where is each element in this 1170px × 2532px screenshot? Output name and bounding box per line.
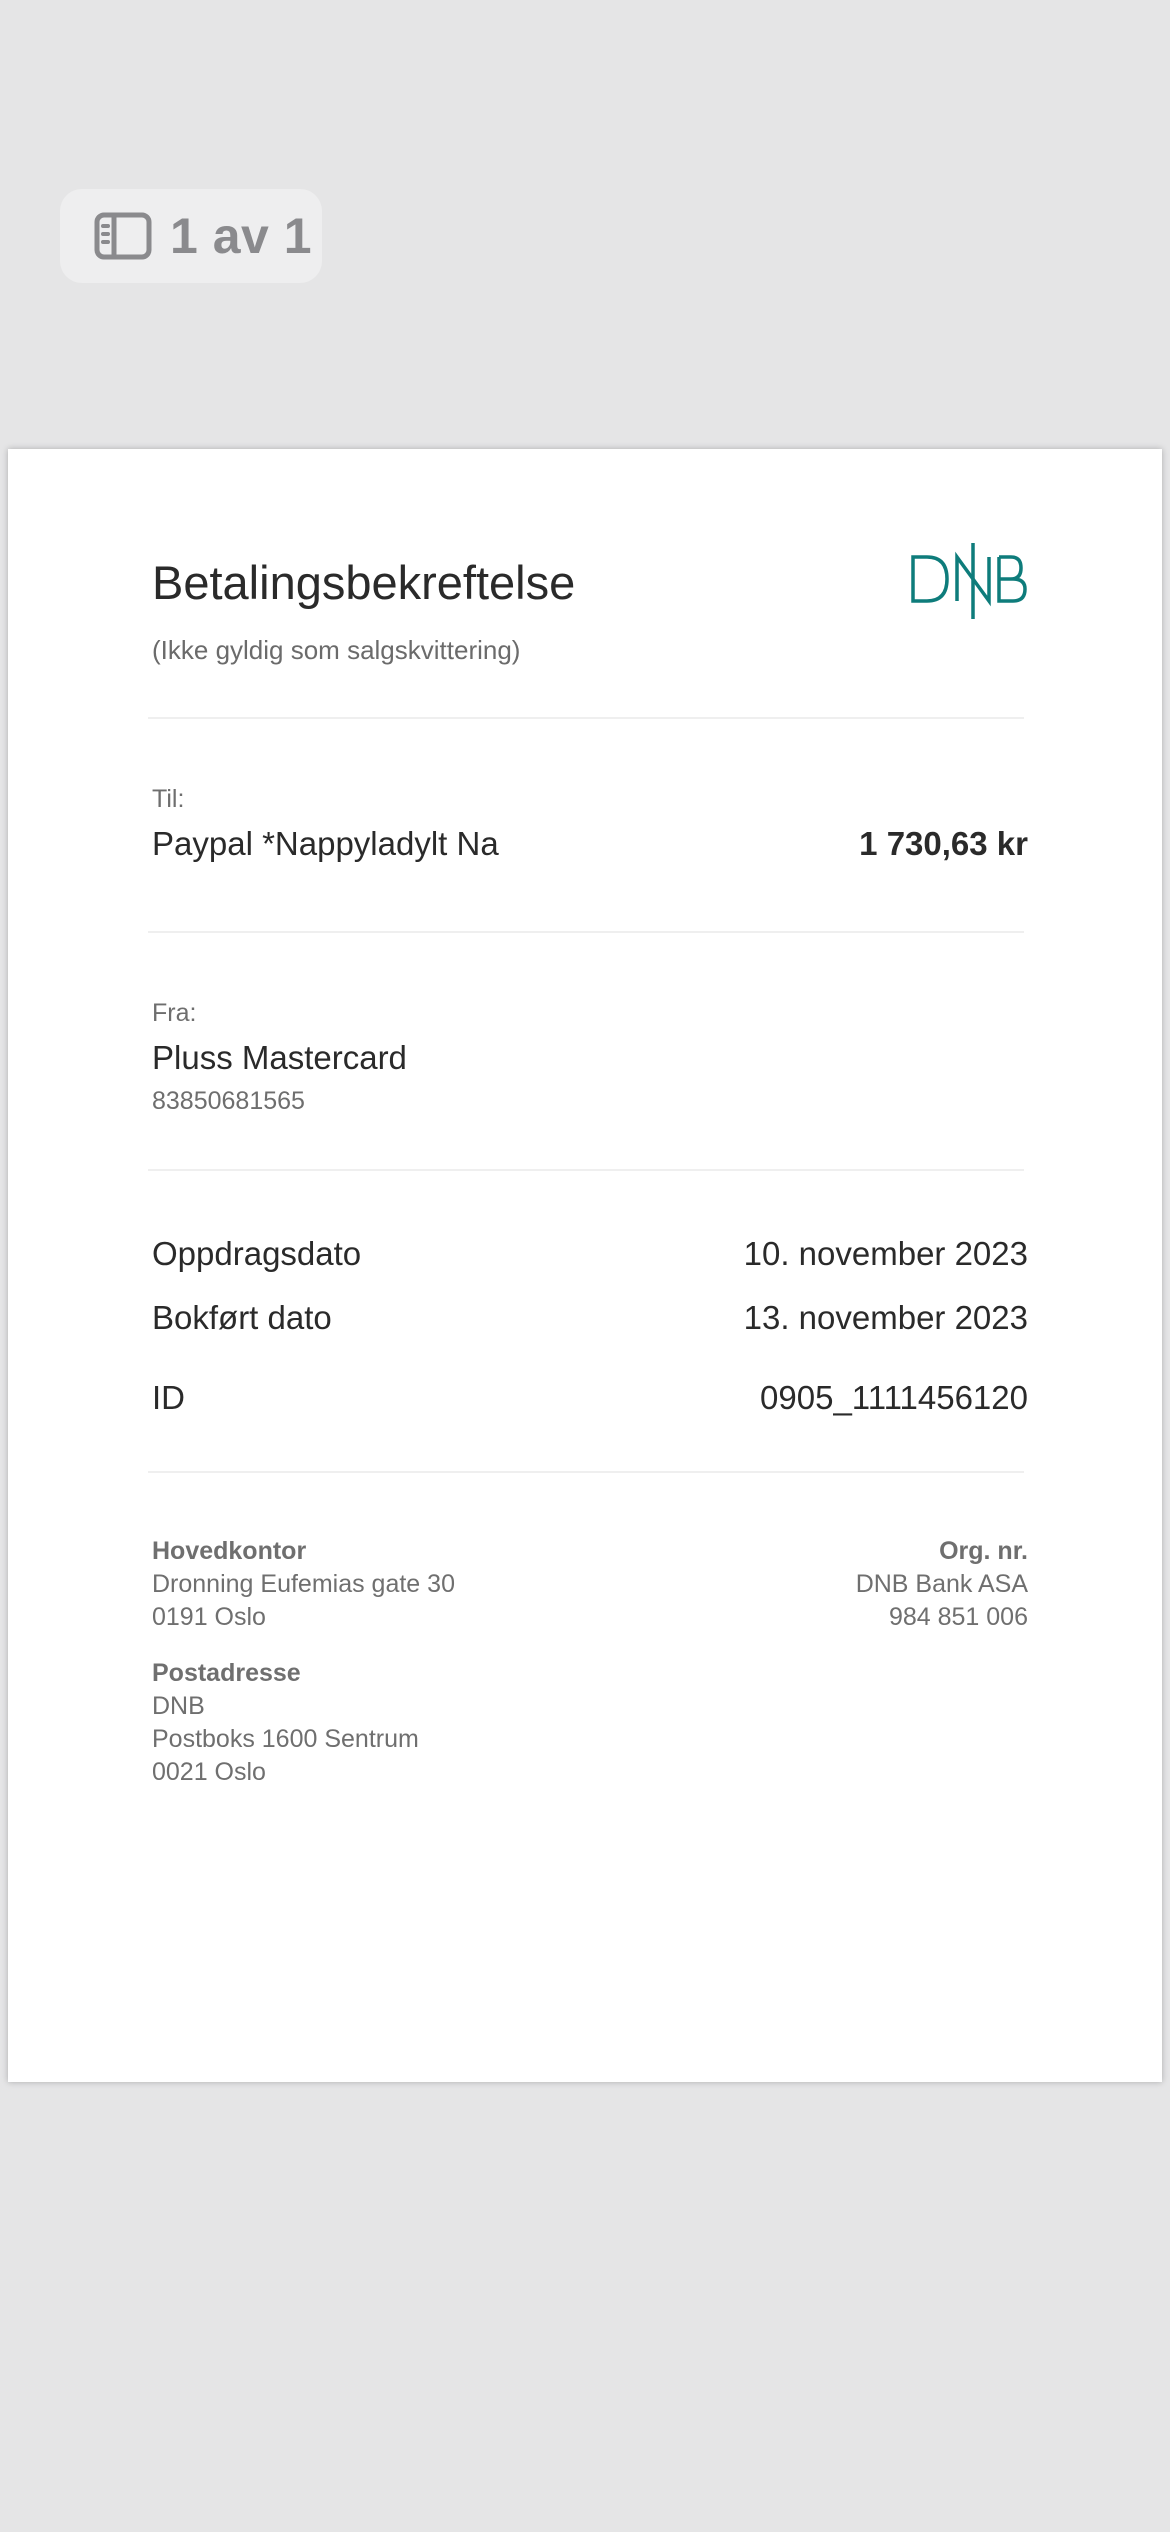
head-office-city: 0191 Oslo [152,1603,266,1631]
postal-address-line: DNB [152,1692,205,1720]
from-label: Fra: [152,999,197,1027]
org-number-value: 984 851 006 [888,1603,1028,1631]
posted-date-label: Bokført dato [152,1299,332,1336]
org-company-name: DNB Bank ASA [855,1570,1028,1598]
payer-account-number: 83850681565 [152,1087,305,1115]
to-label: Til: [152,785,185,813]
dnb-logo [909,541,1027,626]
payer-card-name: Pluss Mastercard [152,1039,407,1076]
head-office-title: Hovedkontor [152,1537,307,1565]
document-title: Betalingsbekreftelse [152,556,576,609]
divider [148,717,1024,719]
head-office-address: Dronning Eufemias gate 30 [152,1570,455,1598]
recipient-name: Paypal *Nappyladylt Na [152,825,499,862]
transaction-id-label: ID [152,1379,185,1416]
order-date-label: Oppdragsdato [152,1235,362,1272]
sidebar-icon [94,212,152,260]
document-subtitle: (Ikke gyldig som salgskvittering) [152,635,521,665]
postal-address-title: Postadresse [152,1659,301,1687]
posted-date-value: 13. november 2023 [743,1299,1028,1336]
org-number-title: Org. nr. [939,1537,1028,1565]
divider [148,1169,1024,1171]
postal-address-line: Postboks 1600 Sentrum [152,1725,419,1753]
postal-address-line: 0021 Oslo [152,1758,266,1786]
payment-amount: 1 730,63 kr [859,825,1028,862]
transaction-id-value: 0905_1111456120 [760,1379,1028,1416]
divider [148,931,1024,933]
receipt-document [8,449,1162,2082]
divider [148,1471,1024,1473]
page-indicator[interactable] [60,189,322,283]
order-date-value: 10. november 2023 [743,1235,1028,1272]
page-indicator-label: 1 av 1 [170,208,313,264]
